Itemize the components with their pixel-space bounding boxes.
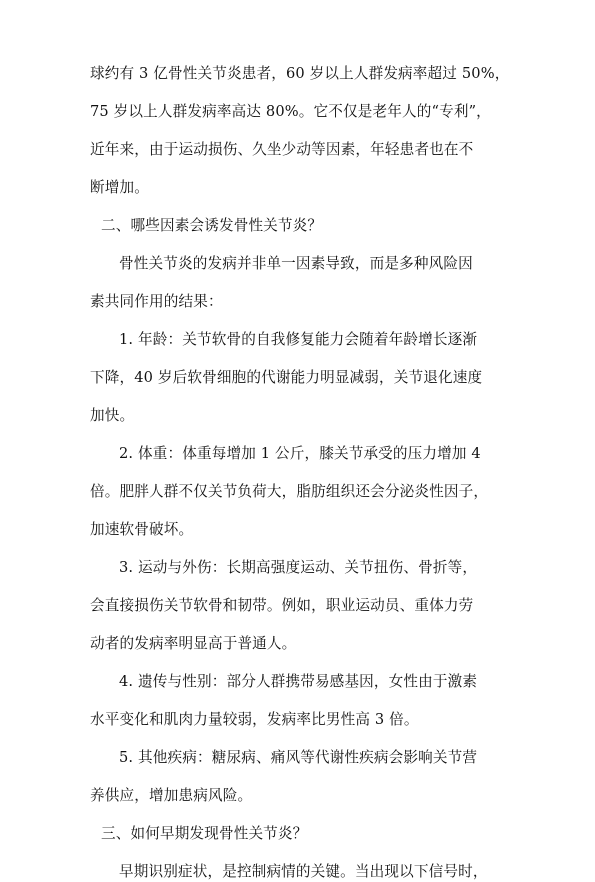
intro-line-2: 75 岁以上人群发病率高达 80%。它不仅是老年人的“专利”，: [90, 103, 491, 120]
factor-5-line-2: 养供应，增加患病风险。: [90, 787, 253, 804]
factor-1-line-3: 加快。: [90, 407, 135, 424]
factor-2-line-3: 加速软骨破坏。: [90, 521, 194, 538]
factor-3-line-3: 动者的发病率明显高于普通人。: [90, 635, 297, 652]
factor-3-line-2: 会直接损伤关节软骨和韧带。例如，职业运动员、重体力劳: [90, 597, 474, 614]
intro-line-4: 断增加。: [90, 179, 149, 196]
section-heading-3: 三、如何早期发现骨性关节炎？: [101, 825, 308, 842]
factor-2-line-2: 倍。肥胖人群不仅关节负荷大，脂肪组织还会分泌炎性因子，: [90, 483, 489, 500]
section2-intro-line-1: 骨性关节炎的发病并非单一因素导致，而是多种风险因: [119, 255, 473, 272]
section-heading-2: 二、哪些因素会诱发骨性关节炎？: [101, 217, 323, 234]
section2-intro-line-2: 素共同作用的结果：: [90, 293, 223, 310]
factor-4-line-2: 水平变化和肌肉力量较弱，发病率比男性高 3 倍。: [90, 711, 419, 728]
factor-2-line-1: 2. 体重：体重每增加 1 公斤，膝关节承受的压力增加 4: [119, 445, 481, 462]
intro-line-3: 近年来，由于运动损伤、久坐少动等因素，年轻患者也在不: [90, 141, 474, 158]
intro-line-1: 球约有 3 亿骨性关节炎患者，60 岁以上人群发病率超过 50%，: [90, 65, 510, 82]
factor-3-line-1: 3. 运动与外伤：长期高强度运动、关节扭伤、骨折等，: [119, 559, 478, 576]
factor-1-line-2: 下降，40 岁后软骨细胞的代谢能力明显减弱，关节退化速度: [90, 369, 483, 386]
factor-4-line-1: 4. 遗传与性别：部分人群携带易感基因，女性由于激素: [119, 673, 478, 690]
factor-5-line-1: 5. 其他疾病：糖尿病、痛风等代谢性疾病会影响关节营: [119, 749, 478, 766]
factor-1-line-1: 1. 年龄：关节软骨的自我修复能力会随着年龄增长逐渐: [119, 331, 478, 348]
section3-intro-line-1: 早期识别症状，是控制病情的关键。当出现以下信号时，: [119, 863, 488, 880]
